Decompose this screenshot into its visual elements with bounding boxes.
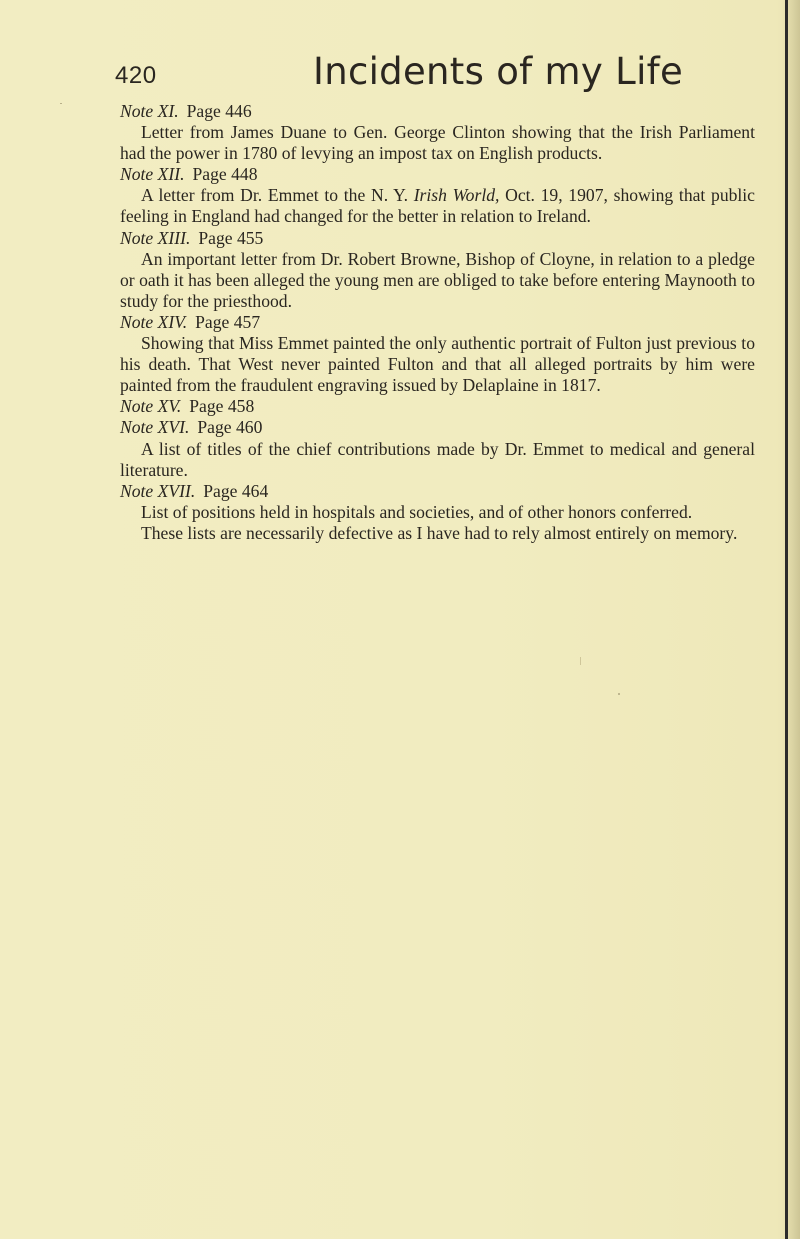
- note-label: Note XIII.: [120, 227, 191, 248]
- note-heading: [120, 164, 755, 185]
- note-heading: [120, 101, 755, 122]
- paper-speck: [580, 657, 581, 665]
- page-number: 420: [115, 62, 157, 89]
- note-description: Letter from James Duane to Gen. George Clinton showing that the Irish Parliament had the power in 1780 of levying an impost tax on English products.: [120, 122, 755, 164]
- running-header: [115, 50, 755, 102]
- running-title: Incidents of my Life: [313, 50, 684, 93]
- note-description: An important letter from Dr. Robert Browne, Bishop of Cloyne, in relation to a pledge or oath it has been alleged the young men are obliged to take before entering Maynooth to study for the priesthood.: [120, 248, 755, 311]
- note-description-text: Oct. 19, 1907, showing that public feeling in England had changed for the better in relation to Ireland.: [120, 185, 755, 227]
- note-entry: [120, 164, 755, 227]
- note-entry: [120, 312, 755, 396]
- note-page-ref: Page 460: [197, 417, 263, 438]
- note-heading: [120, 481, 755, 502]
- note-entry: [120, 417, 755, 480]
- note-page-ref: Page 446: [186, 101, 252, 121]
- note-heading: [120, 228, 755, 249]
- note-description: A list of titles of the chief contributions made by Dr. Emmet to medical and general literature.: [120, 438, 755, 480]
- note-page-ref: Page 455: [198, 227, 264, 248]
- page-edge-line: [785, 0, 788, 1239]
- note-page-ref: Page 458: [189, 396, 255, 417]
- note-page-ref: Page 448: [192, 164, 258, 185]
- note-label: Note XV.: [120, 396, 182, 417]
- note-page-ref: Page 457: [195, 311, 261, 332]
- note-page-ref: Page 464: [203, 480, 269, 501]
- note-entry: [120, 228, 755, 312]
- note-entry: [120, 481, 755, 523]
- note-entry: [120, 101, 755, 164]
- note-description: List of positions held in hospitals and societies, and of other honors conferred.: [141, 501, 693, 522]
- note-description-text: A letter from Dr. Emmet to the N. Y.: [141, 185, 414, 206]
- note-heading: [120, 417, 755, 438]
- note-description: [120, 185, 755, 227]
- note-label: Note XII.: [120, 164, 185, 185]
- publication-title: Irish World,: [413, 185, 500, 206]
- note-description: Showing that Miss Emmet painted the only authentic portrait of Fulton just previous to his death. That West never painted Fulton and that all alleged portraits by him were painted from the fraudulent engraving issued by Delaplaine in 1817.: [120, 333, 755, 396]
- closing-remark: These lists are necessarily defective as I have had to rely almost entirely on memory.: [141, 522, 738, 543]
- note-label: Note XIV.: [120, 311, 188, 332]
- notes-list: [120, 101, 755, 544]
- note-entry: [120, 396, 755, 417]
- note-label: Note XI.: [120, 101, 179, 121]
- paper-speck: [618, 693, 620, 695]
- paper-speck: [60, 103, 62, 104]
- note-heading: [120, 312, 755, 333]
- note-heading: [120, 396, 755, 417]
- note-label: Note XVII.: [120, 480, 196, 501]
- note-label: Note XVI.: [120, 417, 190, 438]
